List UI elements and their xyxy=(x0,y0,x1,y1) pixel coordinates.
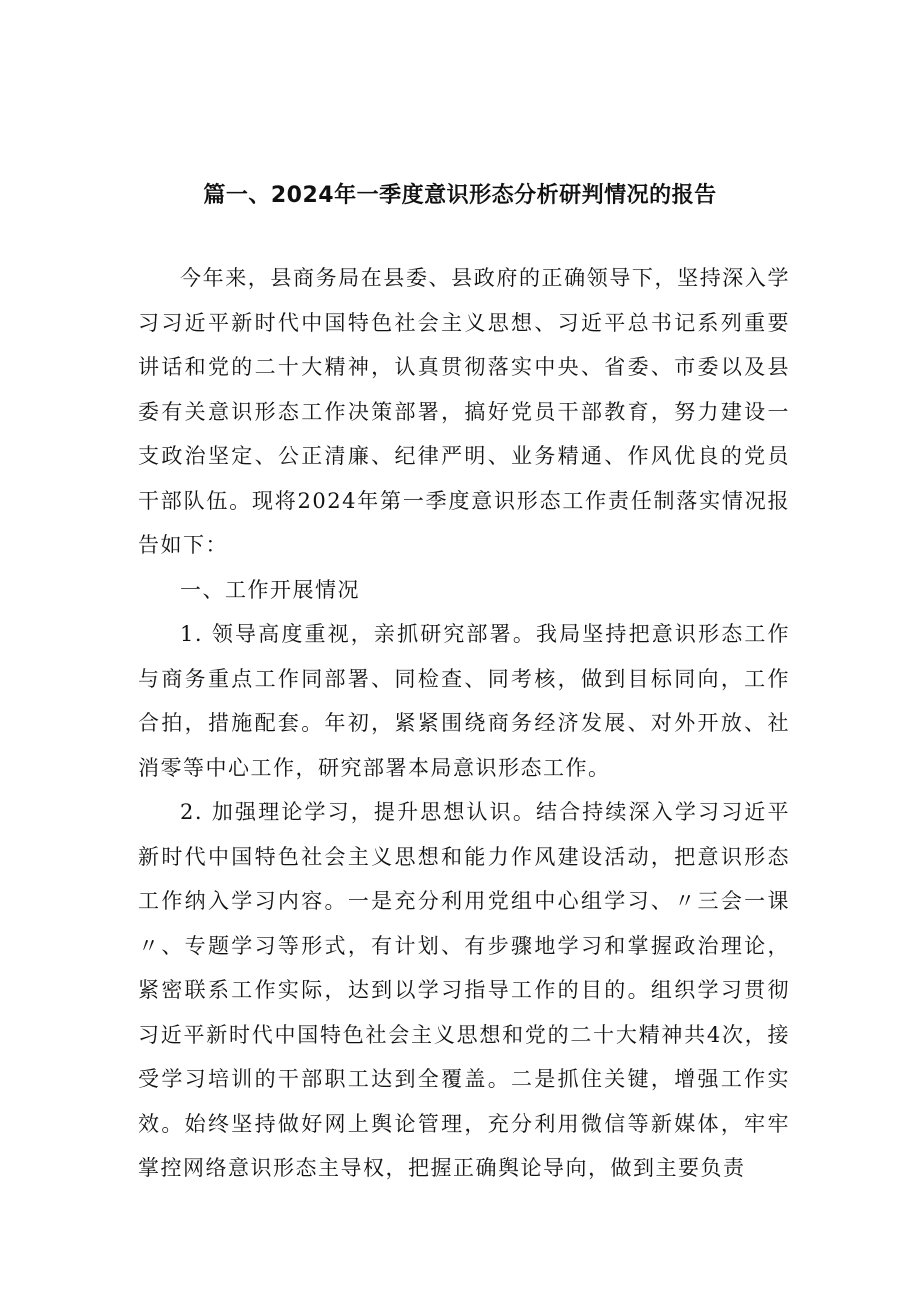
document-body xyxy=(138,256,790,1191)
paragraph-item-1: 1. 领导高度重视，亲抓研究部署。我局坚持把意识形态工作与商务重点工作同部署、同检查、同考核，做到目标同向，工作合拍，措施配套。年初，紧紧围绕商务经济发展、对外开放、社消零等中心工作，研究部署本局意识形态工作。 xyxy=(138,622,790,780)
document-title: 篇一、2024年一季度意识形态分析研判情况的报告 xyxy=(203,183,717,208)
paragraph-intro: 今年来，县商务局在县委、县政府的正确领导下，坚持深入学习习近平新时代中国特色社会主义思想、习近平总书记系列重要讲话和党的二十大精神，认真贯彻落实中央、省委、市委以及县委有关意识形态工作决策部署，搞好党员干部教育，努力建设一支政治坚定、公正清廉、纪律严明、业务精通、作风优良的党员干部队伍。现将2024年第一季度意识形态工作责任制落实情况报告如下： xyxy=(138,266,790,557)
paragraph-item-2: 2. 加强理论学习，提升思想认识。结合持续深入学习习近平新时代中国特色社会主义思想和能力作风建设活动，把意识形态工作纳入学习内容。一是充分利用党组中心组学习、〃三会一课〃、专题学习等形式，有计划、有步骤地学习和掌握政治理论，紧密联系工作实际，达到以学习指导工作的目的。组织学习贯彻习近平新时代中国特色社会主义思想和党的二十大精神共4次，接受学习培训的干部职工达到全覆盖。二是抓住关键，增强工作实效。始终坚持做好网上舆论管理，充分利用微信等新媒体，牢牢掌控网络意识形态主导权，把握正确舆论导向，做到主要负责 xyxy=(138,800,790,1180)
section-heading: 一、工作开展情况 xyxy=(180,577,360,602)
